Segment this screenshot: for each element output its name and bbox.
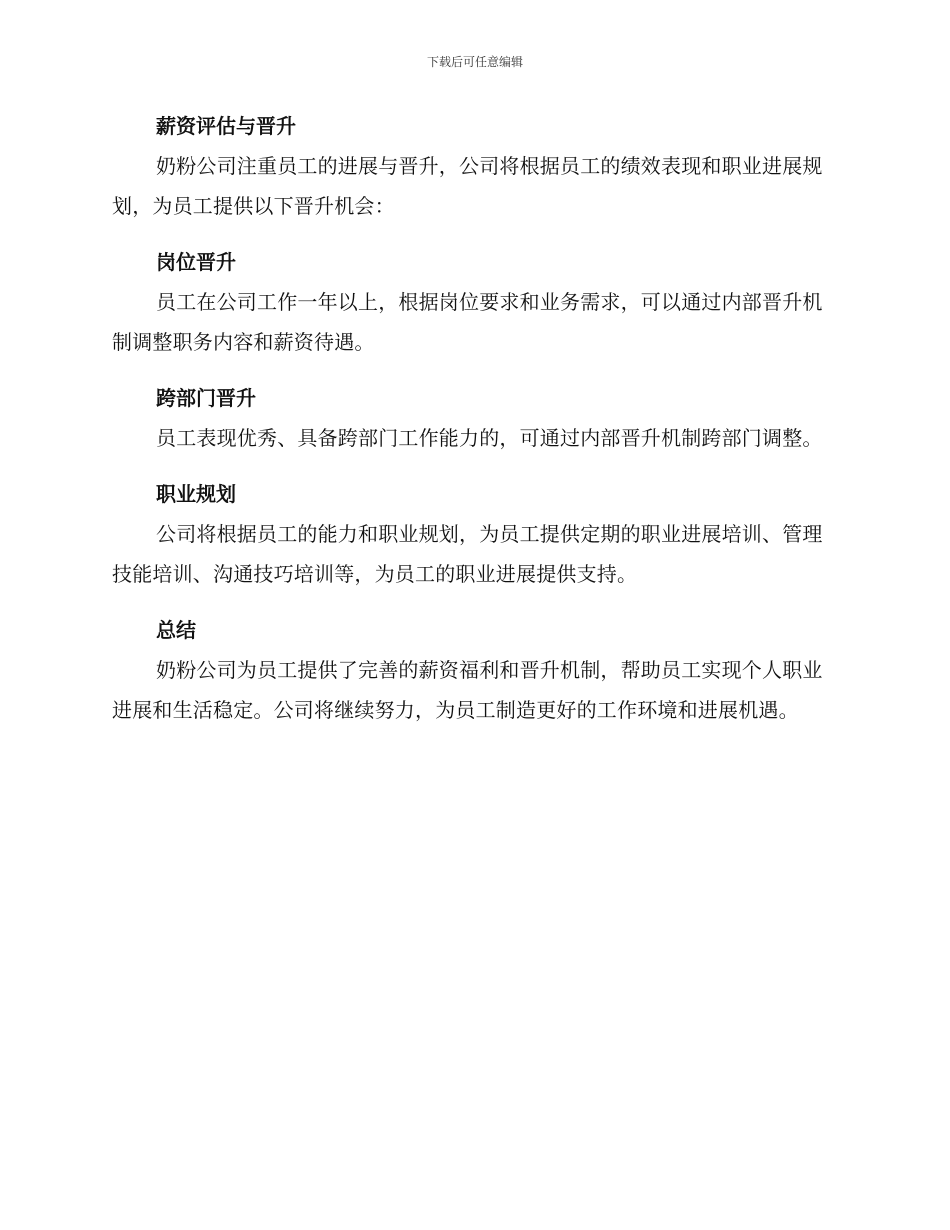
section-paragraph: 员工在公司工作一年以上，根据岗位要求和业务需求，可以通过内部晋升机制调整职务内容和薪资待遇。	[112, 290, 823, 354]
section-paragraph: 公司将根据员工的能力和职业规划，为员工提供定期的职业进展培训、管理技能培训、沟通技巧培训等，为员工的职业进展提供支持。	[112, 522, 823, 586]
section-salary-promotion	[112, 112, 836, 226]
section-position-promotion	[112, 248, 836, 362]
section-heading: 岗位晋升	[156, 250, 236, 274]
document-content	[112, 112, 836, 744]
section-career-planning	[112, 480, 836, 594]
section-heading: 职业规划	[156, 482, 236, 506]
section-heading: 薪资评估与晋升	[156, 114, 296, 138]
section-cross-department-promotion	[112, 384, 836, 458]
section-paragraph: 奶粉公司注重员工的进展与晋升，公司将根据员工的绩效表现和职业进展规划，为员工提供以下晋升机会：	[112, 154, 823, 218]
page-header-note: 下载后可任意编辑	[426, 55, 523, 69]
section-heading: 总结	[156, 618, 196, 642]
section-summary	[112, 616, 836, 730]
section-heading: 跨部门晋升	[156, 386, 256, 410]
section-paragraph: 员工表现优秀、具备跨部门工作能力的，可通过内部晋升机制跨部门调整。	[156, 426, 823, 450]
section-paragraph: 奶粉公司为员工提供了完善的薪资福利和晋升机制，帮助员工实现个人职业进展和生活稳定。公司将继续努力，为员工制造更好的工作环境和进展机遇。	[112, 658, 823, 722]
